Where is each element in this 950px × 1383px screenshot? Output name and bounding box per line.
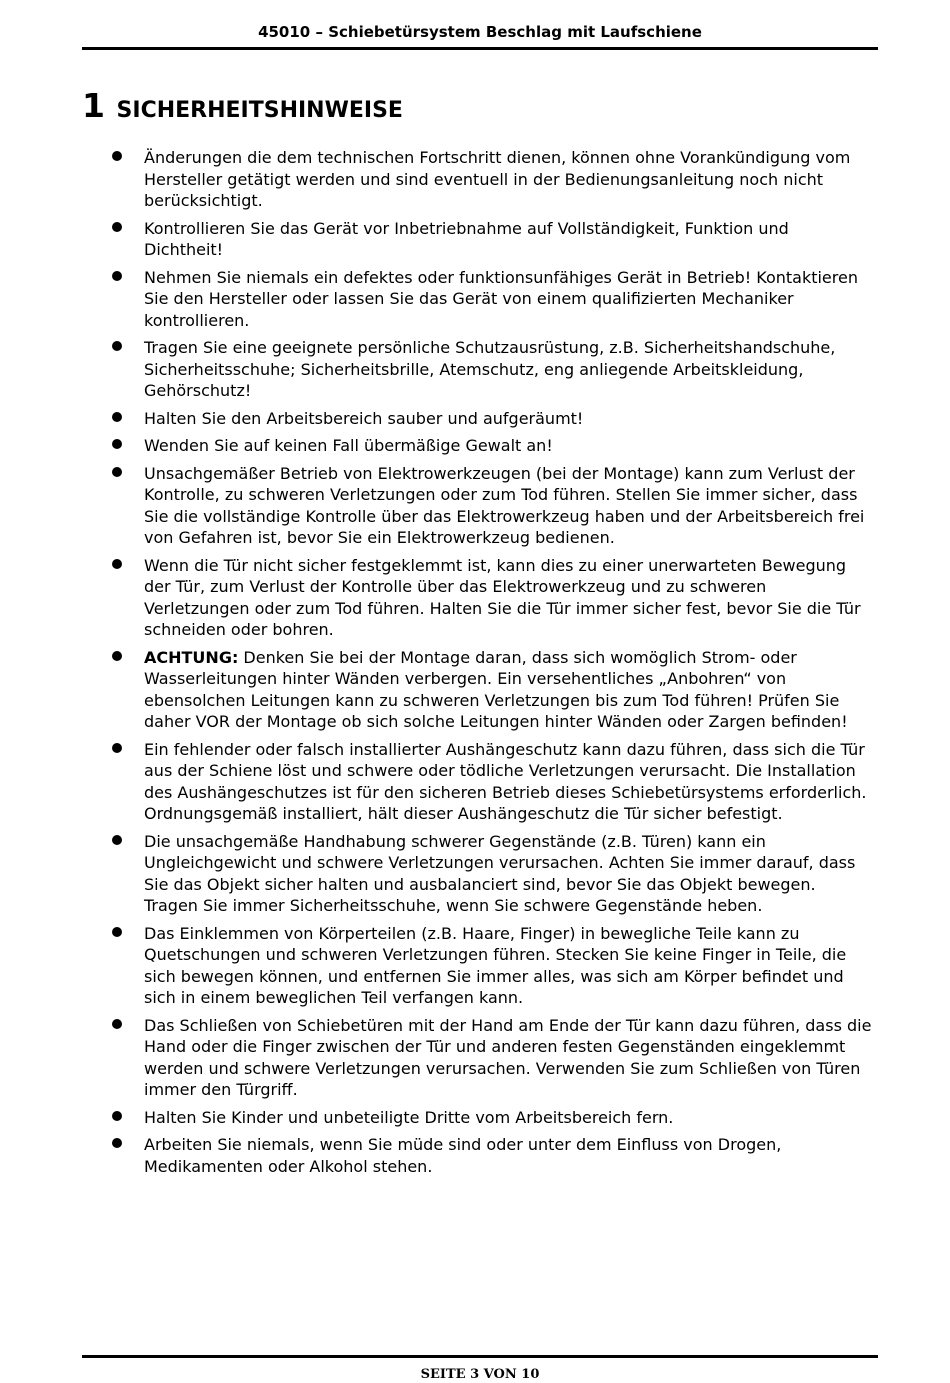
- list-item-text: Halten Sie den Arbeitsbereich sauber und aufgeräumt!: [144, 408, 584, 428]
- bullet-icon: [112, 467, 122, 477]
- bullet-icon: [112, 1111, 122, 1121]
- list-item-text: Denken Sie bei der Montage daran, dass sich womöglich Strom- oder Wasserleitungen hinter Wänden verbergen. Ein versehentliches „Anbohren“ von ebensolchen Leitungen kann zu schweren Verletzungen bis zum Tod führen! Prüfen Sie daher VOR der Montage ob sich solche Leitungen hinter Wänden oder Zargen befinden!: [144, 647, 848, 731]
- list-item: [112, 218, 872, 261]
- list-item: [112, 831, 872, 917]
- list-item: [112, 408, 872, 430]
- page-number: SEITE 3 VON 10: [420, 1367, 540, 1382]
- list-item-text: Wenden Sie auf keinen Fall übermäßige Gewalt an!: [144, 436, 553, 455]
- list-item-text: Unsachgemäßer Betrieb von Elektrowerkzeugen (bei der Montage) kann zum Verlust der Kontrolle, zu schweren Verletzungen oder zum Tod führen. Stellen Sie immer sicher, dass Sie die vollständige Kontrolle über das Elektrowerkzeug haben und der Arbeitsbereich frei von Gefahren ist, bevor Sie ein Elektrowerkzeug bedienen.: [144, 463, 865, 547]
- list-item: [112, 337, 872, 402]
- list-item-warning: [112, 647, 872, 733]
- list-item: [112, 1134, 872, 1177]
- list-item-text: Tragen Sie eine geeignete persönliche Schutzausrüstung, z.B. Sicherheitshandschuhe, Sicherheitsschuhe; Sicherheitsbrille, Atemschutz, eng anliegende Arbeitskleidung, Gehörschutz!: [144, 338, 836, 400]
- section-title: SICHERHEITSHINWEISE: [116, 98, 403, 123]
- list-item: [112, 147, 872, 212]
- bullet-icon: [112, 835, 122, 845]
- section-number: 1: [82, 86, 105, 125]
- bullet-icon: [112, 151, 122, 161]
- list-item: [112, 1015, 872, 1101]
- list-item-text: Arbeiten Sie niemals, wenn Sie müde sind oder unter dem Einfluss von Drogen, Medikamenten oder Alkohol stehen.: [144, 1135, 782, 1176]
- list-item: [112, 435, 872, 457]
- warning-label: ACHTUNG:: [144, 647, 239, 667]
- bullet-icon: [112, 559, 122, 569]
- bullet-icon: [112, 439, 122, 449]
- section-heading: [82, 86, 403, 125]
- list-item-text: Nehmen Sie niemals ein defektes oder funktionsunfähiges Gerät in Betrieb! Kontaktieren Sie den Hersteller oder lassen Sie das Gerät von einem qualifizierten Mechaniker kontrollieren.: [144, 267, 858, 330]
- list-item: [112, 555, 872, 641]
- list-item-text: Halten Sie Kinder und unbeteiligte Dritte vom Arbeitsbereich fern.: [144, 1107, 674, 1127]
- list-item-text: Das Einklemmen von Körperteilen (z.B. Haare, Finger) in bewegliche Teile kann zu Quetschungen und schweren Verletzungen führen. Stecken Sie keine Finger in Teile, die sich bewegen können, und entfernen Sie immer alles, was sich am Körper befindet und sich in einem beweglichen Teil verfangen kann.: [144, 923, 847, 1007]
- bullet-icon: [112, 651, 122, 661]
- list-item-text: Wenn die Tür nicht sicher festgeklemmt ist, kann dies zu einer unerwarteten Bewegung der Tür, zum Verlust der Kontrolle über das Elektrowerkzeug und zu schweren Verletzungen oder zum Tod führen. Halten Sie die Tür immer sicher fest, bevor Sie die Tür schneiden oder bohren.: [144, 555, 861, 639]
- list-item: [112, 463, 872, 549]
- list-item: [112, 923, 872, 1009]
- document-header-title: 45010 – Schiebetürsystem Beschlag mit Laufschiene: [258, 23, 702, 41]
- bullet-icon: [112, 1138, 122, 1148]
- bullet-icon: [112, 412, 122, 422]
- header-divider: [82, 47, 878, 50]
- bullet-icon: [112, 222, 122, 232]
- bullet-icon: [112, 743, 122, 753]
- list-item-text: Änderungen die dem technischen Fortschritt dienen, können ohne Vorankündigung vom Hersteller getätigt werden und sind eventuell in der Bedienungsanleitung noch nicht berücksichtigt.: [144, 148, 851, 210]
- list-item: [112, 739, 872, 825]
- bullet-icon: [112, 341, 122, 351]
- list-item-text: Das Schließen von Schiebetüren mit der Hand am Ende der Tür kann dazu führen, dass die Hand oder die Finger zwischen der Tür und anderen festen Gegenständen eingeklemmt werden und schwere Verletzungen verursachen. Verwenden Sie zum Schließen von Türen immer den Türgriff.: [144, 1015, 872, 1099]
- bullet-icon: [112, 1019, 122, 1029]
- bullet-icon: [112, 271, 122, 281]
- list-item: [112, 1107, 872, 1129]
- list-item-text: Kontrollieren Sie das Gerät vor Inbetriebnahme auf Vollständigkeit, Funktion und Dichtheit!: [144, 218, 789, 259]
- bullet-icon: [112, 927, 122, 937]
- footer-divider: [82, 1355, 878, 1358]
- list-item-text: Ein fehlender oder falsch installierter Aushängeschutz kann dazu führen, dass sich die Tür aus der Schiene löst und schwere oder tödliche Verletzungen verursacht. Die Installation des Aushängeschutzes ist für den sicheren Betrieb dieses Schiebetürsystems erforderlich. Ordnungsgemäß installiert, hält dieser Aushängeschutz die Tür sicher befestigt.: [144, 739, 867, 823]
- list-item-text: Die unsachgemäße Handhabung schwerer Gegenstände (z.B. Türen) kann ein Ungleichgewicht und schwere Verletzungen verursachen. Achten Sie immer darauf, dass Sie das Objekt sicher halten und ausbalanciert sind, bevor Sie das Objekt bewegen. Tragen Sie immer Sicherheitsschuhe, wenn Sie schwere Gegenstände heben.: [144, 831, 856, 915]
- list-item: [112, 267, 872, 332]
- safety-instructions-list: [112, 147, 872, 1183]
